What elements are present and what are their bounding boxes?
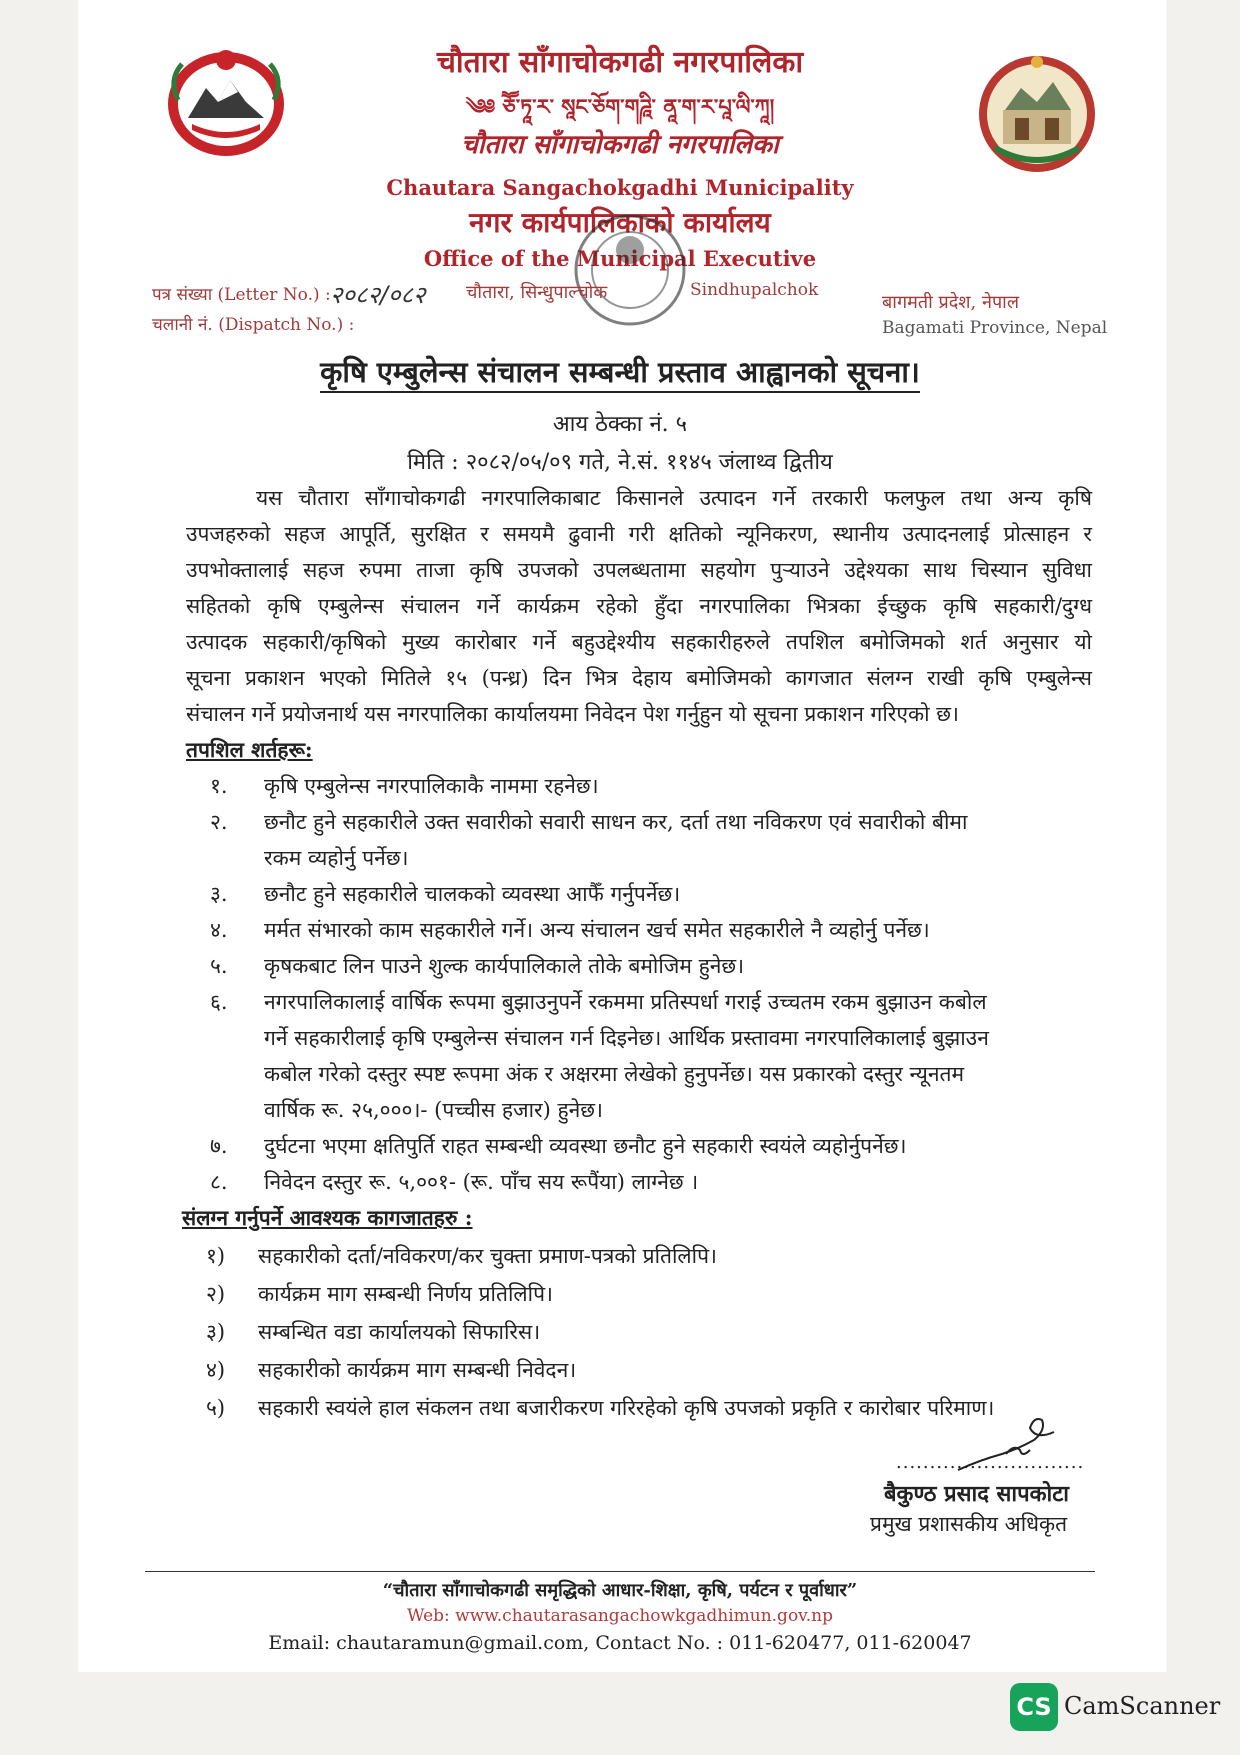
condition-number: १.	[210, 774, 228, 798]
footer-slogan: “चौतारा साँगाचोकगढी समृद्धिको आधार-शिक्षा, कृषि, पर्यटन र पूर्वाधार”	[382, 1580, 858, 1601]
camscanner-brand: CamScanner	[1064, 1692, 1221, 1720]
municipality-seal-icon	[975, 48, 1099, 178]
document-number: १)	[206, 1244, 226, 1268]
office-stamp-icon	[570, 210, 690, 330]
body-line: उत्पादक सहकारी/कृषिको मुख्य कारोबार गर्ने बहुउद्देश्यीय सहकारीहरुले तपशिल बमोजिमको शर्त अनुसार यो	[186, 630, 1092, 654]
condition-text: छनौट हुने सहकारीले उक्त सवारीको सवारी साधन कर, दर्ता तथा नविकरण एवं सवारीको बीमा	[264, 810, 968, 834]
document-text: सम्बन्धित वडा कार्यालयको सिफारिस।	[258, 1320, 541, 1344]
body-line: उपजहरुको सहज आपूर्ति, सुरक्षित र समयमै ढुवानी गरी क्षतिको न्यूनिकरण, स्थानीय उत्पादनलाई प्रोत्साहन र	[186, 522, 1092, 546]
contract-number: आय ठेक्का नं. ५	[552, 412, 688, 437]
province-nepali: बागमती प्रदेश, नेपाल	[882, 292, 1020, 313]
letter-no-value: २०८२/०८२	[330, 281, 426, 309]
document-number: ३)	[206, 1320, 226, 1344]
document-number: ४)	[206, 1358, 226, 1382]
office-name-english: Office of the Municipal Executive	[423, 246, 817, 271]
notice-title: कृषि एम्बुलेन्स संचालन सम्बन्धी प्रस्ताव आह्वानको सूचना।	[0, 352, 1240, 391]
nepal-emblem-icon	[158, 40, 294, 160]
municipality-name-newari: चौतारा साँगाचोकगढी नगरपालिका	[461, 130, 779, 160]
signatory-name: बैकुण्ठ प्रसाद सापकोटा	[884, 1481, 1069, 1507]
condition-number: ५.	[210, 954, 228, 978]
notice-date: मिति : २०८२/०५/०९ गते, ने.सं. ११४५ जंलाथ्व द्वितीय	[407, 450, 833, 475]
condition-text: छनौट हुने सहकारीले चालकको व्यवस्था आफैँ गर्नुपर्नेछ।	[264, 882, 681, 906]
camscanner-logo-icon: CS	[1010, 1683, 1058, 1731]
document-number: २)	[206, 1282, 226, 1306]
municipality-name-nepali: चौतारा साँगाचोकगढी नगरपालिका	[436, 45, 804, 80]
signature-dots: ............................	[896, 1452, 1085, 1473]
condition-text: कबोल गरेको दस्तुर स्पष्ट रूपमा अंक र अक्षरमा लेखेको हुनुपर्नेछ। यस प्रकारको दस्तुर न्यूनतम	[264, 1062, 965, 1086]
footer-divider	[145, 1571, 1095, 1572]
condition-number: ६.	[210, 990, 228, 1014]
conditions-heading: तपशिल शर्तहरू:	[186, 737, 313, 762]
condition-text: रकम व्यहोर्नु पर्नेछ।	[264, 846, 409, 870]
condition-number: ७.	[210, 1134, 228, 1158]
condition-number: ४.	[210, 918, 228, 942]
condition-number: २.	[210, 810, 228, 834]
footer-web: Web: www.chautarasangachowkgadhimun.gov.np	[406, 1606, 833, 1626]
condition-text: कृषकबाट लिन पाउने शुल्क कार्यपालिकाले तोके बमोजिम हुनेछ।	[264, 954, 745, 978]
municipality-name-english: Chautara Sangachokgadhi Municipality	[386, 175, 854, 200]
dispatch-no-label: चलानी नं. (Dispatch No.) :	[152, 315, 355, 335]
signatory-designation: प्रमुख प्रशासकीय अधिकृत	[870, 1512, 1068, 1536]
condition-text: गर्ने सहकारीलाई कृषि एम्बुलेन्स संचालन गर्न दिइनेछ। आर्थिक प्रस्तावमा नगरपालिकालाई बुझाउन	[264, 1026, 989, 1050]
condition-number: ८.	[210, 1170, 228, 1194]
condition-text: निवेदन दस्तुर रू. ५,००१- (रू. पाँच सय रूपैंया) लाग्नेछ ।	[264, 1170, 699, 1194]
footer-contact: Email: chautaramun@gmail.com, Contact No. : 011-620477, 011-620047	[268, 1632, 972, 1654]
condition-text: दुर्घटना भएमा क्षतिपुर्ति राहत सम्बन्धी व्यवस्था छनौट हुने सहकारी स्वयंले व्यहोर्नुपर्नेछ।	[264, 1134, 907, 1158]
body-line: सूचना प्रकाशन भएको मितिले १५ (पन्ध्र) दिन भित्र देहाय बमोजिमको कागजात संलग्न राखी कृषि एम्बुलेन्स	[186, 666, 1092, 690]
body-line: संचालन गर्ने प्रयोजनार्थ यस नगरपालिका कार्यालयमा निवेदन पेश गर्नुहुन यो सूचना प्रकाशन गरिएको छ।	[186, 702, 959, 726]
office-name-nepali: नगर कार्यपालिकाको कार्यालय	[469, 206, 771, 239]
office-address-english: Sindhupalchok	[690, 280, 819, 300]
body-line: सहितको कृषि एम्बुलेन्स संचालन गर्ने कार्यक्रम रहेको हुँदा नगरपालिका भित्रका ईच्छुक कृषि सहकारी/दुग्ध	[186, 594, 1092, 618]
municipality-name-tibetan: ༄༅ ཅཽ་ཏཱ་ར་ སཱང་ཅོག་གཌཱི་ ནཱ་ག་ར་པཱ་ལི་ཀཱ།	[465, 94, 775, 119]
body-line: यस चौतारा साँगाचोकगढी नगरपालिकाबाट किसानले उत्पादन गर्ने तरकारी फलफुल तथा अन्य कृषि	[256, 486, 1092, 510]
province-english: Bagamati Province, Nepal	[882, 318, 1108, 338]
condition-text: कृषि एम्बुलेन्स नगरपालिकाकै नाममा रहनेछ।	[264, 774, 599, 798]
condition-text: वार्षिक रू. २५,०००।- (पच्चीस हजार) हुनेछ।	[264, 1098, 603, 1122]
document-text: सहकारीको कार्यक्रम माग सम्बन्धी निवेदन।	[258, 1358, 577, 1382]
document-text: सहकारीको दर्ता/नविकरण/कर चुक्ता प्रमाण-पत्रको प्रतिलिपि।	[258, 1244, 717, 1268]
documents-heading: संलग्न गर्नुपर्ने आवश्यक कागजातहरु :	[182, 1205, 473, 1230]
condition-number: ३.	[210, 882, 228, 906]
letter-no-label: पत्र संख्या (Letter No.) :	[152, 285, 331, 305]
document-text: सहकारी स्वयंले हाल संकलन तथा बजारीकरण गरिरहेको कृषि उपजको प्रकृति र कारोबार परिमाण।	[258, 1396, 995, 1420]
office-address-nepali: चौतारा, सिन्धुपाल्चोक	[466, 282, 608, 303]
document-number: ५)	[206, 1396, 226, 1420]
document-text: कार्यक्रम माग सम्बन्धी निर्णय प्रतिलिपि।	[258, 1282, 553, 1306]
condition-text: नगरपालिकालाई वार्षिक रूपमा बुझाउनुपर्ने रकममा प्रतिस्पर्धा गराई उच्चतम रकम बुझाउन कबोल	[264, 990, 987, 1014]
body-line: उपभोक्तालाई सहज रुपमा ताजा कृषि उपजको उपलब्धतामा सहयोग पुर्‍याउने उद्देश्यका साथ चिस्यान सुविधा	[186, 558, 1092, 582]
condition-text: मर्मत संभारको काम सहकारीले गर्ने। अन्य संचालन खर्च समेत सहकारीले नै व्यहोर्नु पर्नेछ।	[264, 918, 930, 942]
